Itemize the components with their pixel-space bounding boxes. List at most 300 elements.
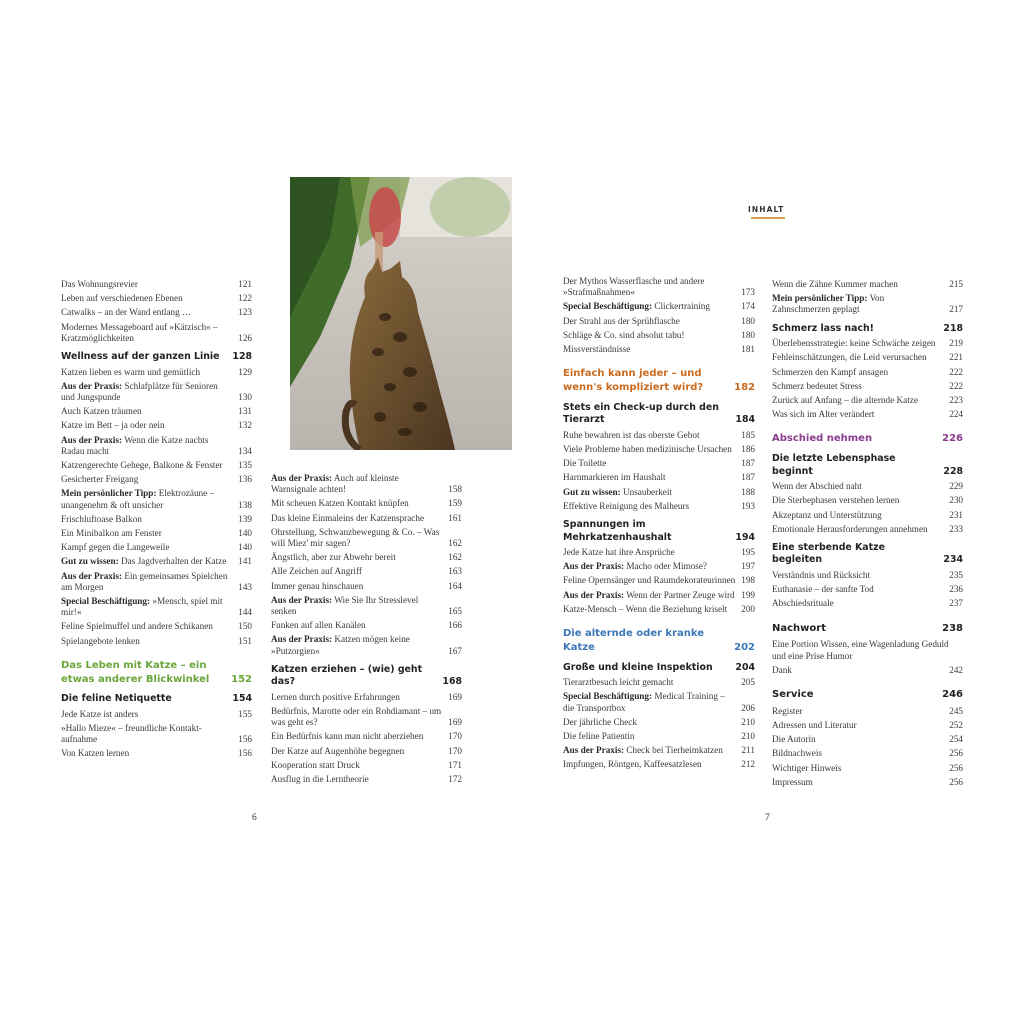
toc-entry-page: 246 xyxy=(942,688,963,700)
toc-entry-page: 159 xyxy=(448,498,462,509)
toc-entry xyxy=(61,514,252,525)
toc-entry-title: Abschied nehmen xyxy=(772,433,873,445)
toc-entry-title: Frischluftoase Balkon xyxy=(61,513,142,524)
toc-entry-page: 172 xyxy=(448,774,462,785)
toc-entry-page: 163 xyxy=(448,566,462,577)
toc-entry xyxy=(563,487,755,498)
toc-entry xyxy=(271,498,462,509)
toc-entry-page: 256 xyxy=(949,748,963,759)
toc-entry-page: 169 xyxy=(448,691,462,702)
toc-entry-page: 230 xyxy=(949,495,963,506)
toc-section-heading xyxy=(563,402,755,427)
toc-entry-page: 188 xyxy=(741,486,755,497)
toc-entry-title: Leben auf verschiedenen Ebenen xyxy=(61,293,183,304)
toc-entry-title: Einfach kann jeder – und wenn's kompliziert wird? xyxy=(563,368,704,394)
toc-entry-title: Aus der Praxis: Wenn die Katze nachts Radau macht xyxy=(61,434,209,456)
toc-entry-page: 204 xyxy=(735,661,755,673)
toc-entry-page: 121 xyxy=(238,279,252,289)
toc-entry-title: Überlebensstrategie: keine Schwäche zeigen xyxy=(772,338,936,349)
toc-chapter-heading xyxy=(772,622,963,636)
toc-entry-title: Von Katzen lernen xyxy=(61,748,130,759)
toc-chapter-heading xyxy=(563,367,755,395)
toc-entry-title: Schmerz bedeutet Stress xyxy=(772,380,862,391)
toc-entry-page: 219 xyxy=(949,338,963,349)
toc-entry-page: 238 xyxy=(942,622,963,634)
toc-entry xyxy=(271,634,462,656)
toc-entry-lead: Aus der Praxis: xyxy=(271,473,333,483)
toc-entry-page: 210 xyxy=(741,730,755,741)
toc-entry-title: Feline Opernsänger und Raumdekorateurinnen xyxy=(563,575,736,586)
toc-entry-title: Kampf gegen die Langeweile xyxy=(61,542,170,553)
toc-entry xyxy=(563,547,755,558)
toc-entry-title: Eine Portion Wissen, eine Wagenladung Geduld und eine Prise Humor xyxy=(772,639,949,661)
toc-entry xyxy=(772,524,963,535)
toc-entry xyxy=(61,435,252,457)
toc-entry xyxy=(271,774,462,785)
toc-entry-page: 223 xyxy=(949,394,963,405)
toc-entry-title: Ängstlich, aber zur Abwehr bereit xyxy=(271,552,396,563)
toc-section-heading xyxy=(772,323,963,336)
toc-entry xyxy=(772,352,963,363)
toc-entry-lead: Aus der Praxis: xyxy=(563,561,625,572)
toc-entry-lead: Aus der Praxis: xyxy=(563,745,625,756)
toc-entry-title: Impfungen, Röntgen, Kaffeesatzlesen xyxy=(563,759,702,770)
toc-entry-title: Zurück auf Anfang – die alternde Katze xyxy=(772,394,918,405)
toc-entry-title: Mein persönlicher Tipp: Elektrozäune – unangenehm & oft unsicher xyxy=(61,488,215,510)
toc-entry-title: Der Katze auf Augenhöhe begegnen xyxy=(271,745,405,756)
toc-entry-title: Aus der Praxis: Macho oder Mimose? xyxy=(563,561,707,572)
toc-entry-page: 212 xyxy=(741,759,755,770)
toc-entry-page: 164 xyxy=(448,580,462,591)
toc-entry-title: Effektive Reinigung des Malheurs xyxy=(563,500,690,511)
toc-entry-title: Catwalks – an der Wand entlang … xyxy=(61,307,192,318)
toc-entry xyxy=(563,677,755,688)
toc-entry-page: 140 xyxy=(238,527,252,538)
toc-column-2 xyxy=(271,473,462,788)
toc-entry-title: Gut zu wissen: Das Jagdverhalten der Katze xyxy=(61,556,227,567)
toc-entry-page: 139 xyxy=(238,513,252,524)
toc-entry xyxy=(772,748,963,759)
toc-entry-page: 173 xyxy=(741,287,755,298)
toc-entry-page: 180 xyxy=(741,329,755,340)
toc-entry-page: 156 xyxy=(238,734,252,745)
toc-entry-page: 166 xyxy=(448,620,462,631)
toc-entry-page: 235 xyxy=(949,569,963,580)
toc-entry xyxy=(563,276,755,298)
toc-entry-title: Die Autorin xyxy=(772,734,816,745)
toc-entry xyxy=(772,381,963,392)
toc-entry-page: 222 xyxy=(949,366,963,377)
toc-entry-page: 224 xyxy=(949,409,963,420)
toc-entry-page: 199 xyxy=(741,589,755,600)
toc-entry-page: 136 xyxy=(238,474,252,485)
toc-entry xyxy=(61,636,252,647)
toc-entry-page: 162 xyxy=(448,538,462,549)
toc-entry xyxy=(563,759,755,770)
toc-entry xyxy=(563,731,755,742)
toc-entry-page: 254 xyxy=(949,734,963,745)
toc-entry xyxy=(563,590,755,601)
toc-entry xyxy=(563,330,755,341)
toc-entry xyxy=(563,501,755,512)
toc-entry-title: Der Mythos Wasserflasche und andere »Strafmaßnahmen« xyxy=(563,276,705,298)
toc-chapter-heading xyxy=(772,432,963,446)
toc-entry xyxy=(271,620,462,631)
toc-entry-title: Viele Probleme haben medizinische Ursachen xyxy=(563,444,732,455)
toc-entry-page: 198 xyxy=(741,575,755,586)
toc-entry-page: 229 xyxy=(949,481,963,492)
toc-entry-title: Spannungen im Mehrkatzenhaushalt xyxy=(563,519,672,543)
toc-entry-page: 154 xyxy=(232,693,252,705)
toc-entry-title: Aus der Praxis: Katzen mögen keine »Putzorgien« xyxy=(271,634,410,656)
toc-entry-page: 168 xyxy=(442,676,462,688)
toc-entry-page: 135 xyxy=(238,459,252,470)
toc-entry xyxy=(772,720,963,731)
toc-entry-title: Nachwort xyxy=(772,622,826,634)
toc-entry-title: Schmerzen den Kampf ansagen xyxy=(772,366,889,377)
toc-entry-page: 126 xyxy=(238,332,252,343)
toc-entry xyxy=(61,307,252,318)
toc-entry-lead: Special Beschäftigung: xyxy=(563,301,653,312)
toc-entry-page: 231 xyxy=(949,509,963,520)
toc-entry xyxy=(563,604,755,615)
toc-entry-page: 170 xyxy=(448,731,462,742)
toc-entry-title: Service xyxy=(772,688,814,700)
toc-entry-title: Katzengerechte Gehege, Balkone & Fenster xyxy=(61,459,223,470)
toc-entry-title: Register xyxy=(772,705,803,716)
toc-entry xyxy=(772,665,963,676)
toc-entry xyxy=(772,293,963,315)
toc-entry-page: 143 xyxy=(238,581,252,592)
toc-entry xyxy=(271,581,462,592)
toc-entry-lead: Aus der Praxis: xyxy=(61,570,123,581)
toc-entry xyxy=(563,691,755,713)
toc-entry xyxy=(61,381,252,403)
toc-entry xyxy=(271,527,462,549)
toc-entry-title: Funken auf allen Kanälen xyxy=(271,620,366,631)
toc-entry-page: 171 xyxy=(448,759,462,770)
toc-entry-title: Alle Zeichen auf Angriff xyxy=(271,566,362,577)
toc-entry-title: Feline Spielmuffel und andere Schikanen xyxy=(61,621,213,632)
toc-entry-page: 138 xyxy=(238,499,252,510)
toc-entry-title: Die Sterbephasen verstehen lernen xyxy=(772,495,900,506)
toc-entry-title: Harnmarkieren im Haushalt xyxy=(563,472,666,483)
toc-entry-page: 182 xyxy=(734,382,755,394)
toc-section-heading xyxy=(772,542,963,567)
toc-entry xyxy=(772,495,963,506)
toc-entry xyxy=(772,395,963,406)
toc-column-3 xyxy=(563,276,755,774)
toc-entry-title: Die feline Patientin xyxy=(563,730,635,741)
toc-entry-page: 234 xyxy=(943,554,963,566)
toc-entry-title: Special Beschäftigung: Clickertraining xyxy=(563,301,710,312)
toc-entry xyxy=(772,409,963,420)
toc-entry-title: Jede Katze hat ihre Ansprüche xyxy=(563,547,675,558)
toc-entry-title: Das Wohnungsrevier xyxy=(61,279,138,289)
toc-entry-page: 222 xyxy=(949,380,963,391)
toc-entry-title: Special Beschäftigung: Medical Training – die Transportbox xyxy=(563,691,725,713)
toc-entry xyxy=(61,420,252,431)
toc-entry-title: Wenn die Zähne Kummer machen xyxy=(772,279,898,289)
toc-entry-title: Aus der Praxis: Schlafplätze für Senioren und Jungspunde xyxy=(61,380,218,402)
toc-entry-title: Modernes Messageboard auf »Kätzisch« – Kratzmöglichkeiten xyxy=(61,321,218,343)
toc-entry xyxy=(772,367,963,378)
toc-entry-page: 152 xyxy=(231,673,252,685)
toc-entry xyxy=(772,777,963,788)
toc-entry-title: Kooperation statt Druck xyxy=(271,759,360,770)
toc-entry xyxy=(271,731,462,742)
toc-entry-title: Ausflug in die Lerntheorie xyxy=(271,774,369,785)
toc-entry-title: Impressum xyxy=(772,776,813,787)
toc-entry-title: Ruhe bewahren ist das oberste Gebot xyxy=(563,429,700,440)
toc-entry xyxy=(563,301,755,312)
toc-entry xyxy=(772,481,963,492)
toc-entry xyxy=(61,556,252,567)
toc-entry-page: 256 xyxy=(949,776,963,787)
toc-entry-title: Immer genau hinschauen xyxy=(271,580,364,591)
toc-entry-title: Was sich im Alter verändert xyxy=(772,409,875,420)
section-header: INHALT xyxy=(748,205,785,214)
toc-entry-page: 181 xyxy=(741,344,755,355)
toc-entry xyxy=(61,571,252,593)
toc-entry-page: 184 xyxy=(735,414,755,426)
toc-entry-page: 155 xyxy=(238,708,252,719)
toc-entry-title: Aus der Praxis: Ein gemeinsames Spielchen am Morgen xyxy=(61,570,228,592)
toc-section-heading xyxy=(61,351,252,364)
toc-entry xyxy=(271,513,462,524)
toc-entry-page: 228 xyxy=(943,465,963,477)
toc-entry-page: 218 xyxy=(943,322,963,334)
toc-entry-title: Katze im Bett – ja oder nein xyxy=(61,420,165,431)
toc-entry-page: 197 xyxy=(741,561,755,572)
toc-entry-page: 242 xyxy=(949,664,963,675)
toc-entry-title: Mit scheuen Katzen Kontakt knüpfen xyxy=(271,498,409,509)
toc-column-4 xyxy=(772,279,963,791)
toc-entry-title: Die letzte Lebensphase beginnt xyxy=(772,453,896,477)
toc-entry xyxy=(61,474,252,485)
toc-entry-title: Mein persönlicher Tipp: Von Zahnschmerzen geplagt xyxy=(772,293,885,315)
toc-entry xyxy=(563,717,755,728)
toc-entry-title: Wichtiger Hinweis xyxy=(772,762,842,773)
toc-entry-title: Eine sterbende Katze begleiten xyxy=(772,541,885,566)
toc-entry-page: 245 xyxy=(949,705,963,716)
toc-entry-page: 132 xyxy=(238,420,252,431)
toc-entry-title: Katze-Mensch – Wenn die Beziehung kriselt xyxy=(563,603,728,614)
page-number-right: 7 xyxy=(765,813,770,823)
toc-entry-page: 186 xyxy=(741,444,755,455)
toc-entry-page: 123 xyxy=(238,307,252,318)
toc-entry-title: Der jährliche Check xyxy=(563,716,637,727)
toc-entry-title: Gesicherter Freigang xyxy=(61,474,139,485)
toc-entry-title: Aus der Praxis: Auch auf kleinste Warnsignale achten! xyxy=(271,473,399,495)
toc-entry xyxy=(61,488,252,510)
toc-entry-title: Ein Bedürfnis kann man nicht aberziehen xyxy=(271,731,424,742)
toc-entry xyxy=(563,575,755,586)
toc-entry-title: Die Toilette xyxy=(563,458,607,469)
toc-entry-title: Auch Katzen träumen xyxy=(61,406,142,417)
toc-entry xyxy=(271,566,462,577)
toc-entry xyxy=(271,473,462,495)
toc-entry-lead: Special Beschäftigung: xyxy=(61,595,151,606)
toc-entry-page: 162 xyxy=(448,552,462,563)
toc-entry-page: 187 xyxy=(741,458,755,469)
toc-chapter-heading xyxy=(61,659,252,687)
toc-entry xyxy=(772,584,963,595)
toc-entry-page: 180 xyxy=(741,315,755,326)
toc-entry-title: Wenn der Abschied naht xyxy=(772,481,862,492)
toc-entry-page: 161 xyxy=(448,512,462,523)
toc-entry-page: 174 xyxy=(741,301,755,312)
toc-entry xyxy=(772,734,963,745)
toc-entry xyxy=(271,760,462,771)
toc-entry xyxy=(563,316,755,327)
toc-section-heading xyxy=(563,662,755,675)
cat-photo-icon xyxy=(290,177,512,450)
toc-entry-page: 215 xyxy=(949,279,963,289)
toc-entry-page: 226 xyxy=(942,433,963,445)
toc-entry xyxy=(61,723,252,745)
toc-entry-title: Lernen durch positive Erfahrungen xyxy=(271,691,400,702)
toc-entry-title: Spielangebote lenken xyxy=(61,635,140,646)
header-rule xyxy=(751,217,785,219)
toc-section-heading xyxy=(772,453,963,478)
toc-entry-title: Große und kleine Inspektion xyxy=(563,661,713,673)
toc-entry-title: »Hallo Miezе« – freundliche Kontaktaufnahme xyxy=(61,723,202,745)
toc-column-1 xyxy=(61,279,252,763)
toc-entry-title: Dank xyxy=(772,664,792,675)
toc-entry-lead: Mein persönlicher Tipp: xyxy=(772,293,868,304)
toc-entry-page: 156 xyxy=(238,748,252,759)
toc-entry-title: Stets ein Check-up durch den Tierarzt xyxy=(563,401,719,426)
toc-entry-page: 167 xyxy=(448,645,462,656)
toc-entry-title: Das kleine Einmaleins der Katzensprache xyxy=(271,512,425,523)
toc-entry xyxy=(772,338,963,349)
toc-entry-title: Aus der Praxis: Wenn der Partner Zeuge wird xyxy=(563,589,735,600)
toc-entry-lead: Mein persönlicher Tipp: xyxy=(61,488,157,499)
toc-entry-page: 205 xyxy=(741,677,755,688)
toc-section-heading xyxy=(563,519,755,544)
toc-entry-page: 211 xyxy=(741,745,755,756)
toc-entry xyxy=(772,279,963,290)
toc-entry xyxy=(61,460,252,471)
toc-entry xyxy=(271,746,462,757)
toc-entry-page: 194 xyxy=(735,531,755,543)
toc-entry-page: 151 xyxy=(238,635,252,646)
toc-entry-page: 185 xyxy=(741,429,755,440)
toc-chapter-heading xyxy=(563,627,755,655)
toc-entry-lead: Aus der Praxis: xyxy=(271,634,333,645)
toc-entry-page: 140 xyxy=(238,542,252,553)
toc-entry-page: 193 xyxy=(741,500,755,511)
toc-entry-page: 237 xyxy=(949,598,963,609)
toc-entry-title: Der Strahl aus der Sprühflasche xyxy=(563,315,680,326)
toc-entry-lead: Aus der Praxis: xyxy=(271,594,333,605)
toc-section-heading xyxy=(61,693,252,706)
toc-entry-page: 217 xyxy=(949,304,963,315)
toc-entry-title: Adressen und Literatur xyxy=(772,719,857,730)
toc-entry-page: 169 xyxy=(448,717,462,728)
toc-entry-title: Bedürfnis, Marotte oder ein Rohdiamant – um was geht es? xyxy=(271,706,442,728)
toc-entry xyxy=(772,763,963,774)
toc-entry xyxy=(61,542,252,553)
toc-entry-page: 206 xyxy=(741,702,755,713)
toc-entry-title: Jede Katze ist anders xyxy=(61,708,139,719)
toc-entry-page: 165 xyxy=(448,606,462,617)
toc-entry xyxy=(772,706,963,717)
toc-entry-title: Euthanasie – der sanfte Tod xyxy=(772,584,874,595)
toc-entry-page: 128 xyxy=(232,351,252,363)
toc-entry-page: 256 xyxy=(949,762,963,773)
toc-entry xyxy=(61,367,252,378)
toc-entry xyxy=(563,472,755,483)
toc-entry-page: 129 xyxy=(238,366,252,377)
page-number-left: 6 xyxy=(252,813,257,823)
toc-entry xyxy=(772,570,963,581)
toc-entry-title: Abschiedsrituale xyxy=(772,598,834,609)
toc-entry-title: Special Beschäftigung: »Mensch, spiel mit mir!« xyxy=(61,595,223,618)
toc-entry xyxy=(61,709,252,720)
toc-entry xyxy=(271,706,462,728)
toc-entry xyxy=(563,745,755,756)
toc-section-heading xyxy=(271,664,462,689)
toc-entry-page: 170 xyxy=(448,745,462,756)
toc-entry-page: 122 xyxy=(238,293,252,304)
toc-entry-lead: Aus der Praxis: xyxy=(563,589,625,600)
toc-entry-title: Aus der Praxis: Wie Sie Ihr Stresslevel senken xyxy=(271,594,419,617)
toc-entry-page: 221 xyxy=(949,352,963,363)
toc-entry-title: Verständnis und Rücksicht xyxy=(772,569,870,580)
toc-entry-page: 187 xyxy=(741,472,755,483)
toc-entry xyxy=(271,552,462,563)
toc-entry-page: 210 xyxy=(741,716,755,727)
toc-entry xyxy=(271,595,462,617)
toc-entry-title: Die alternde oder kranke Katze xyxy=(563,628,705,653)
toc-entry-page: 202 xyxy=(734,641,755,653)
toc-entry-page: 141 xyxy=(238,556,252,567)
toc-entry-title: Ohrstellung, Schwanzbewegung & Co. – Was will Miez' mir sagen? xyxy=(271,526,440,549)
toc-entry-title: Aus der Praxis: Check bei Tierheimkatzen xyxy=(563,745,723,756)
toc-entry-page: 158 xyxy=(448,484,462,495)
toc-entry-page: 200 xyxy=(741,603,755,614)
toc-entry-lead: Gut zu wissen: xyxy=(563,486,621,497)
toc-entry-title: Ein Minibalkon am Fenster xyxy=(61,527,162,538)
toc-entry-page: 252 xyxy=(949,719,963,730)
toc-entry-page: 236 xyxy=(949,584,963,595)
toc-entry xyxy=(61,528,252,539)
toc-entry-title: Katzen lieben es warm und gemütlich xyxy=(61,366,201,377)
toc-entry xyxy=(772,639,963,661)
toc-entry-title: Emotionale Herausforderungen annehmen xyxy=(772,523,928,534)
toc-entry-title: Katzen erziehen – (wie) geht das? xyxy=(271,663,423,688)
toc-entry-title: Fehleinschätzungen, die Leid verursachen xyxy=(772,352,927,363)
toc-entry xyxy=(772,598,963,609)
toc-entry-title: Tierarztbesuch leicht gemacht xyxy=(563,677,674,688)
toc-entry xyxy=(563,444,755,455)
toc-entry xyxy=(563,430,755,441)
toc-chapter-heading xyxy=(772,688,963,702)
toc-entry-page: 131 xyxy=(238,406,252,417)
toc-entry-title: Schläge & Co. sind absolut tabu! xyxy=(563,329,685,340)
toc-entry xyxy=(271,692,462,703)
toc-entry xyxy=(563,458,755,469)
toc-entry xyxy=(61,293,252,304)
toc-entry xyxy=(61,596,252,618)
toc-entry-title: Gut zu wissen: Unsauberkeit xyxy=(563,486,672,497)
toc-entry-title: Die feline Netiquette xyxy=(61,693,172,705)
toc-entry xyxy=(772,510,963,521)
toc-entry xyxy=(563,561,755,572)
toc-entry-page: 195 xyxy=(741,547,755,558)
